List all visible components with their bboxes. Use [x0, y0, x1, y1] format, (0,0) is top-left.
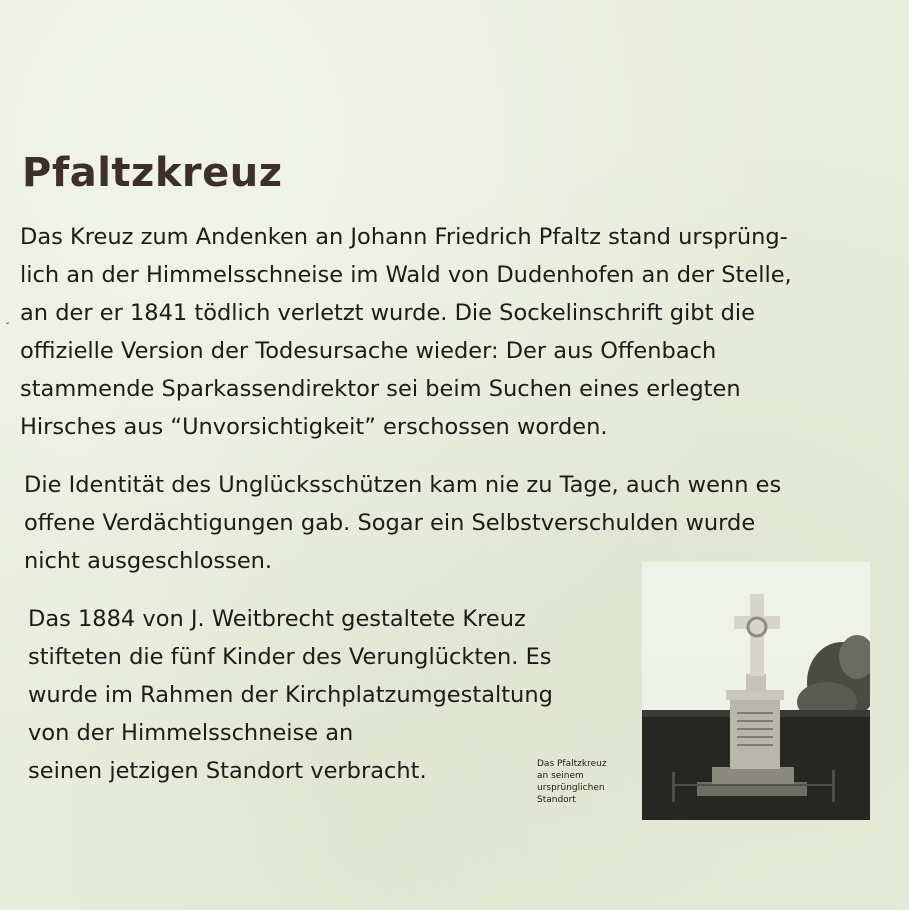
paragraph-history	[20, 218, 792, 446]
caption-line: Standort	[537, 795, 576, 805]
text-line: offene Verdächtigungen gab. Sogar ein Selbstverschulden wurde	[24, 510, 756, 536]
text-line: lich an der Himmelsschneise im Wald von Dudenhofen an der Stelle,	[20, 262, 792, 288]
stray-mark: ˇ	[5, 322, 10, 333]
text-line: Das Kreuz zum Andenken an Johann Friedrich Pfaltz stand ursprüng-	[20, 224, 788, 250]
text-line: nicht ausgeschlossen.	[24, 548, 273, 574]
cross-monument-photo	[642, 562, 870, 820]
caption-line: ursprünglichen	[537, 783, 605, 793]
text-line: stifteten die fünf Kinder des Verunglückten. Es	[28, 644, 552, 670]
caption-line: Das Pfaltzkreuz	[537, 759, 607, 769]
text-line: offizielle Version der Todesursache wieder: Der aus Offenbach	[20, 338, 717, 364]
paragraph-cross-origin	[28, 600, 553, 790]
photo-caption	[537, 758, 607, 806]
text-line: wurde im Rahmen der Kirchplatzumgestaltung	[28, 682, 553, 708]
text-line: von der Himmelsschneise an	[28, 720, 354, 746]
text-line: an der er 1841 tödlich verletzt wurde. Die Sockelinschrift gibt die	[20, 300, 755, 326]
text-line: seinen jetzigen Standort verbracht.	[28, 758, 427, 784]
text-line: Das 1884 von J. Weitbrecht gestaltete Kreuz	[28, 606, 526, 632]
text-line: stammende Sparkassendirektor sei beim Suchen eines erlegten	[20, 376, 741, 402]
text-line: Hirsches aus “Unvorsichtigkeit” erschossen worden.	[20, 414, 608, 440]
page-title: Pfaltzkreuz	[22, 150, 283, 196]
caption-line: an seinem	[537, 771, 584, 781]
text-line: Die Identität des Unglücksschützen kam nie zu Tage, auch wenn es	[24, 472, 782, 498]
